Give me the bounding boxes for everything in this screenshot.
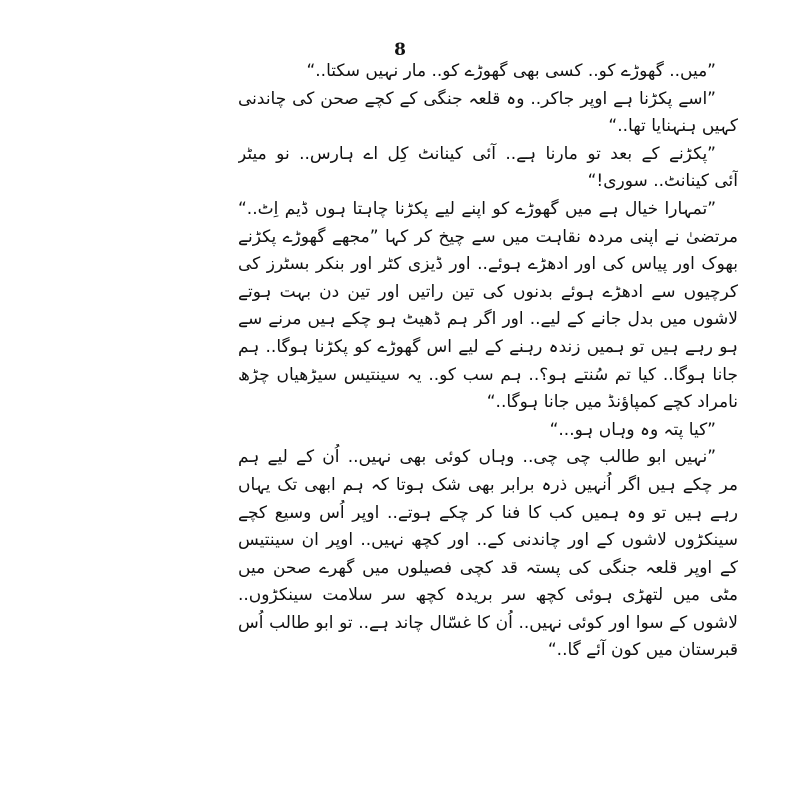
text-line: سینکڑوں لاشوں کے اور چاندنی کے.. اور کچھ نہیں.. اوپر ان سینتیس <box>238 530 738 551</box>
text-line: ”کیا پتہ وہ وہاں ہو...“ <box>549 419 716 440</box>
text-line: جانا ہوگا.. کیا تم سُنتے ہو؟.. ہم سب کو.. یہ سینتیس سیڑھیاں چڑھ <box>238 364 738 385</box>
text-line: لاشوں کے سوا اور کوئی نہیں.. اُن کا غسّال چاند ہے.. تو ابو طالب اُس <box>238 612 738 633</box>
text-line: قبرستان میں کون آئے گا..“ <box>547 640 738 661</box>
text-line: مٹی میں لتھڑی ہوئی کچھ سر بریدہ کچھ سر سلامت سینکڑوں.. <box>238 585 738 606</box>
text-line: لاشوں میں بدل جانے کے لیے.. اور اگر ہم ڈھیٹ ہو چکے ہیں مرنے سے <box>238 309 738 330</box>
text-line: ”نہیں ابو طالب چی چی.. وہاں کوئی بھی نہیں.. اُن کے لیے ہم <box>238 447 716 468</box>
text-line: ”پکڑنے کے بعد تو مارنا ہے.. آئی کینانٹ کِل اے ہارس.. نو میٹر <box>238 143 716 164</box>
text-line: مرتضیٰ نے اپنی مردہ نقاہت میں سے چیخ کر کہا ”مجھے گھوڑے پکڑنے <box>238 226 738 247</box>
text-line: کہیں ہنہنایا تھا..“ <box>608 116 738 137</box>
text-line: ”تمہارا خیال ہے میں گھوڑے کو اپنے لیے پکڑنا چاہتا ہوں ڈیم اِٹ..“ <box>238 198 716 219</box>
text-line: کرچیوں سے ادھڑے ہوئے بدنوں کی تین راتیں اور تین دن بہت ہوتے <box>238 281 738 302</box>
text-line: بھوک اور پیاس کی اور ادھڑے ہوئے.. اور ڈیزی کٹر اور بنکر بسٹرز کی <box>238 254 738 275</box>
text-line: ”میں.. گھوڑے کو.. کسی بھی گھوڑے کو.. مار نہیں سکتا..“ <box>306 61 716 81</box>
text-line: آئی کینانٹ.. سوری!“ <box>587 171 738 192</box>
text-line: ہو رہے ہیں تو ہمیں زندہ رہنے کے لیے اس گھوڑے کو پکڑنا ہوگا.. ہم <box>238 336 738 357</box>
text-line: ”اسے پکڑنا ہے اوپر جاکر.. وہ قلعہ جنگی کے کچے صحن کی چاندنی <box>238 88 716 109</box>
page-number: 8 <box>394 40 406 60</box>
text-line: مر چکے ہیں اگر اُنہیں ذرہ برابر بھی شک ہوتا کہ ہم ابھی تک یہاں <box>238 474 738 495</box>
text-line: رہے ہیں تو وہ ہمیں کب کا فنا کر چکے ہوتے.. اوپر اُس وسیع کچے <box>238 502 738 523</box>
text-line: نامراد کچے کمپاؤنڈ میں جانا ہوگا..“ <box>486 392 738 413</box>
body-text <box>238 58 738 665</box>
text-line: کے اوپر قلعہ جنگی کی پستہ قد کچی فصیلوں میں گھرے صحن میں <box>238 557 738 578</box>
